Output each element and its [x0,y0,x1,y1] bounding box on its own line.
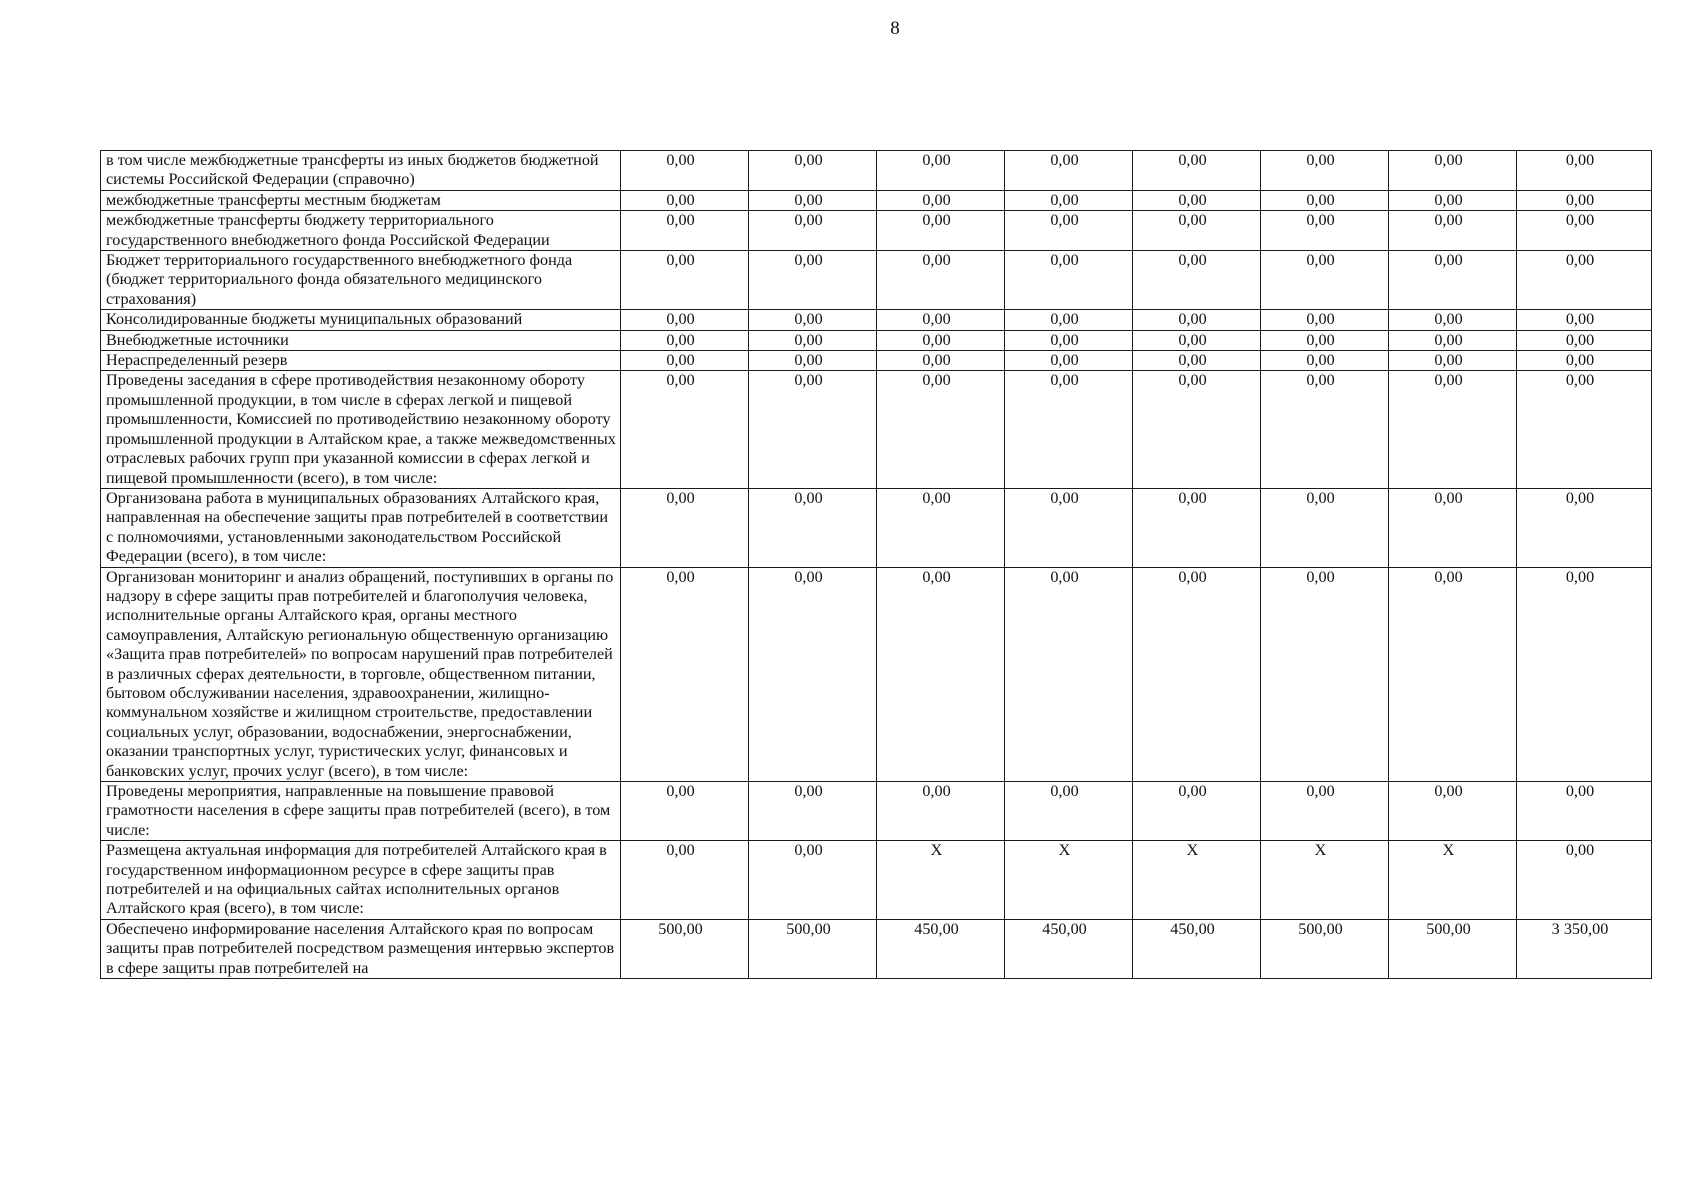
value-cell: 0,00 [1005,330,1133,350]
value-cell: 0,00 [1389,211,1517,251]
value-cell: 450,00 [877,919,1005,978]
value-cell: 0,00 [1261,782,1389,841]
value-cell: 0,00 [1133,211,1261,251]
value-cell: 0,00 [1133,488,1261,567]
value-cell: 500,00 [749,919,877,978]
total-cell: 3 350,00 [1517,919,1652,978]
value-cell: 0,00 [749,211,877,251]
total-cell: 0,00 [1517,371,1652,488]
value-cell: 0,00 [877,151,1005,191]
value-cell: 0,00 [1261,567,1389,781]
value-cell: 0,00 [1389,190,1517,210]
value-cell: 0,00 [1261,190,1389,210]
total-cell: 0,00 [1517,330,1652,350]
value-cell: 0,00 [1389,310,1517,330]
value-cell: 0,00 [749,371,877,488]
value-cell: 0,00 [1389,151,1517,191]
row-label: Проведены заседания в сфере противодействия незаконному обороту промышленной продукции, в том числе в сферах легкой и пищевой промышленности, Комиссией по противодействию незаконному обороту промышленной продукции в Алтайском крае, а также межведомственных отраслевых рабочих групп при указанной комиссии в сферах легкой и пищевой промышленности (всего), в том числе: [101,371,621,488]
row-label: Обеспечено информирование населения Алтайского края по вопросам защиты прав потребителей посредством размещения интервью экспертов в сфере защиты прав потребителей на [101,919,621,978]
value-cell: 0,00 [621,567,749,781]
value-cell: 0,00 [749,330,877,350]
value-cell: 0,00 [1389,330,1517,350]
value-cell: 0,00 [1005,190,1133,210]
budget-table [100,150,1652,979]
value-cell: 0,00 [1261,151,1389,191]
table-row [101,567,1652,781]
value-cell: 0,00 [1005,488,1133,567]
value-cell: 0,00 [1005,310,1133,330]
table-row [101,251,1652,310]
value-cell: 0,00 [1005,782,1133,841]
table-row [101,351,1652,371]
value-cell: X [877,841,1005,920]
value-cell: 0,00 [749,841,877,920]
table-row [101,151,1652,191]
value-cell: 0,00 [1005,371,1133,488]
value-cell: 0,00 [621,251,749,310]
value-cell: 0,00 [877,351,1005,371]
value-cell: 0,00 [1133,251,1261,310]
value-cell: 0,00 [877,310,1005,330]
row-label: межбюджетные трансферты бюджету территориального государственного внебюджетного фонда Российской Федерации [101,211,621,251]
value-cell: 0,00 [749,251,877,310]
table-row [101,330,1652,350]
row-label: Организована работа в муниципальных образованиях Алтайского края, направленная на обеспечение защиты прав потребителей в соответствии с полномочиями, установленными законодательством Российской Федерации (всего), в том числе: [101,488,621,567]
value-cell: 450,00 [1005,919,1133,978]
value-cell: 500,00 [1389,919,1517,978]
value-cell: 0,00 [1389,351,1517,371]
value-cell: 0,00 [1005,567,1133,781]
value-cell: 0,00 [1261,330,1389,350]
value-cell: 0,00 [1133,371,1261,488]
value-cell: 0,00 [1389,488,1517,567]
page-number: 8 [890,18,900,39]
total-cell: 0,00 [1517,488,1652,567]
value-cell: 0,00 [749,151,877,191]
row-label: Проведены мероприятия, направленные на повышение правовой грамотности населения в сфере защиты прав потребителей (всего), в том числе: [101,782,621,841]
value-cell: 0,00 [1133,190,1261,210]
value-cell: 0,00 [877,567,1005,781]
value-cell: X [1261,841,1389,920]
total-cell: 0,00 [1517,151,1652,191]
table-row [101,782,1652,841]
budget-table-container [100,150,1651,979]
value-cell: X [1389,841,1517,920]
value-cell: 0,00 [749,567,877,781]
value-cell: 0,00 [621,351,749,371]
value-cell: 0,00 [877,330,1005,350]
value-cell: 0,00 [621,782,749,841]
row-label: Нераспределенный резерв [101,351,621,371]
value-cell: 0,00 [877,782,1005,841]
value-cell: 0,00 [621,841,749,920]
value-cell: 0,00 [1005,211,1133,251]
budget-table-body [101,151,1652,979]
value-cell: X [1133,841,1261,920]
value-cell: 500,00 [1261,919,1389,978]
value-cell: 0,00 [1261,310,1389,330]
value-cell: 0,00 [749,488,877,567]
row-label: Внебюджетные источники [101,330,621,350]
value-cell: 0,00 [1389,251,1517,310]
total-cell: 0,00 [1517,567,1652,781]
value-cell: 0,00 [1005,151,1133,191]
table-row [101,488,1652,567]
table-row [101,841,1652,920]
total-cell: 0,00 [1517,310,1652,330]
value-cell: 0,00 [1133,310,1261,330]
table-row [101,190,1652,210]
value-cell: 0,00 [749,310,877,330]
value-cell: 0,00 [621,211,749,251]
table-row [101,919,1652,978]
value-cell: 0,00 [1261,211,1389,251]
value-cell: 0,00 [749,190,877,210]
value-cell: 0,00 [1261,251,1389,310]
value-cell: 0,00 [1261,488,1389,567]
value-cell: 0,00 [1389,782,1517,841]
total-cell: 0,00 [1517,211,1652,251]
row-label: Бюджет территориального государственного внебюджетного фонда (бюджет территориального фонда обязательного медицинского страхования) [101,251,621,310]
value-cell: 0,00 [621,310,749,330]
value-cell: 0,00 [877,190,1005,210]
table-row [101,371,1652,488]
value-cell: 0,00 [1133,567,1261,781]
total-cell: 0,00 [1517,782,1652,841]
value-cell: 0,00 [749,351,877,371]
value-cell: 0,00 [877,488,1005,567]
row-label: Консолидированные бюджеты муниципальных образований [101,310,621,330]
value-cell: 0,00 [1133,782,1261,841]
value-cell: 450,00 [1133,919,1261,978]
value-cell: 0,00 [621,330,749,350]
value-cell: 0,00 [1261,351,1389,371]
value-cell: 0,00 [621,190,749,210]
value-cell: 0,00 [1261,371,1389,488]
value-cell: 0,00 [877,371,1005,488]
value-cell: 0,00 [1389,567,1517,781]
total-cell: 0,00 [1517,351,1652,371]
total-cell: 0,00 [1517,251,1652,310]
value-cell: 0,00 [621,151,749,191]
total-cell: 0,00 [1517,190,1652,210]
value-cell: 0,00 [621,488,749,567]
value-cell: 0,00 [877,251,1005,310]
value-cell: 0,00 [1005,351,1133,371]
row-label: Размещена актуальная информация для потребителей Алтайского края в государственном информационном ресурсе в сфере защиты прав потребителей и на официальных сайтах исполнительных органов Алтайского края (всего), в том числе: [101,841,621,920]
value-cell: 0,00 [1133,330,1261,350]
row-label: межбюджетные трансферты местным бюджетам [101,190,621,210]
value-cell: 0,00 [749,782,877,841]
value-cell: 500,00 [621,919,749,978]
total-cell: 0,00 [1517,841,1652,920]
value-cell: 0,00 [621,371,749,488]
row-label: Организован мониторинг и анализ обращений, поступивших в органы по надзору в сфере защиты прав потребителей и благополучия человека, исполнительные органы Алтайского края, органы местного самоуправления, Алтайскую региональную общественную организацию «Защита прав потребителей» по вопросам нарушений прав потребителей в различных сферах деятельности, в торговле, общественном питании, бытовом обслуживании населения, здравоохранении, жилищно-коммунальном хозяйстве и жилищном строительстве, предоставлении социальных услуг, образовании, водоснабжении, энергоснабжении, оказании транспортных услуг, туристических услуг, финансовых и банковских услуг, прочих услуг (всего), в том числе: [101,567,621,781]
value-cell: 0,00 [1133,351,1261,371]
value-cell: 0,00 [877,211,1005,251]
table-row [101,310,1652,330]
row-label: в том числе межбюджетные трансферты из иных бюджетов бюджетной системы Российской Федерации (справочно) [101,151,621,191]
value-cell: 0,00 [1389,371,1517,488]
value-cell: 0,00 [1133,151,1261,191]
value-cell: 0,00 [1005,251,1133,310]
table-row [101,211,1652,251]
value-cell: X [1005,841,1133,920]
